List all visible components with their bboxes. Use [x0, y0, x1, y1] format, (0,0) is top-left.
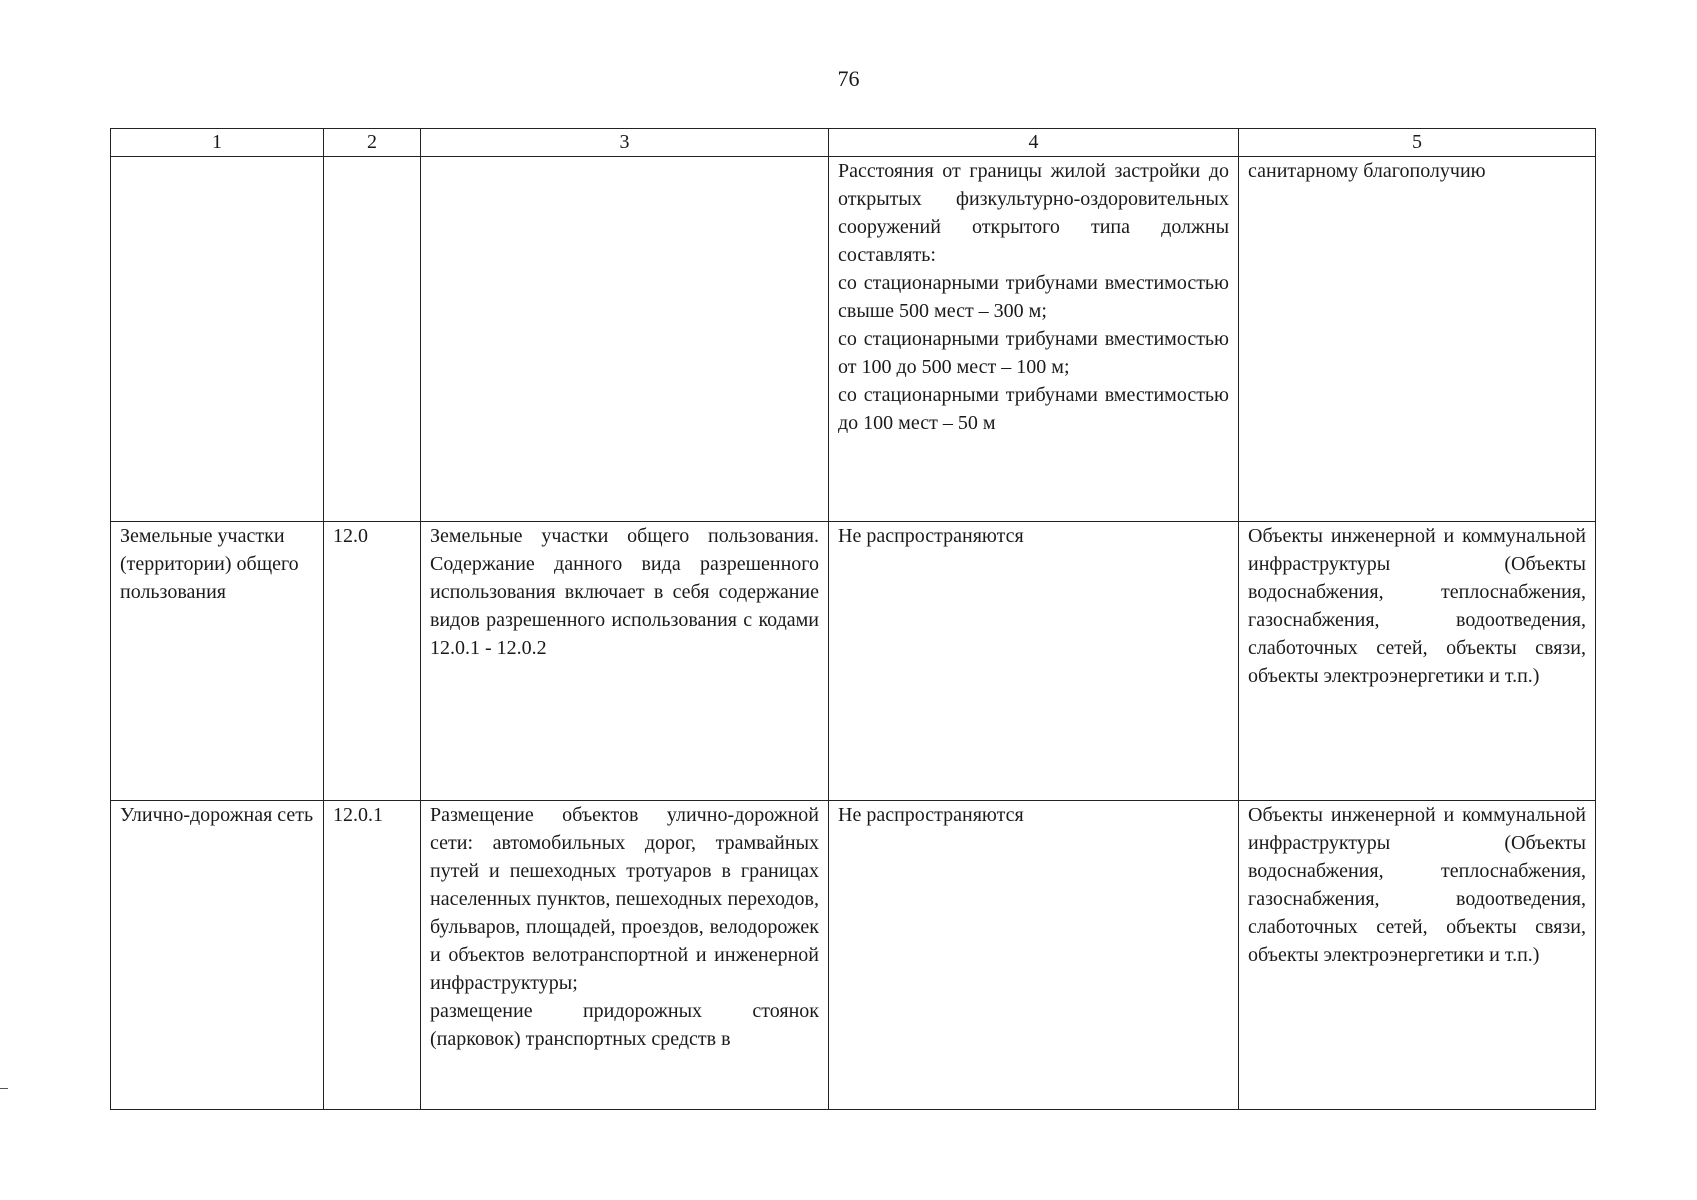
column-header-2: 2 — [324, 129, 421, 157]
cell-use-name: Улично-дорожная сеть — [111, 801, 324, 1110]
column-header-1: 1 — [111, 129, 324, 157]
cell-description: Земельные участки общего пользования. Содержание данного вида разрешенного использования включает в себя содержание видов разрешенного использования с кодами 12.0.1 - 12.0.2 — [421, 522, 829, 801]
cell-auxiliary-uses: Объекты инженерной и коммунальной инфраструктуры (Объекты водоснабжения, теплоснабжения, газоснабжения, водоотведения, слаботочных сетей, объекты связи, объекты электроэнергетики и т.п.) — [1239, 522, 1596, 801]
table-row — [111, 801, 1596, 1110]
page-number: 76 — [837, 66, 860, 91]
table-row — [111, 157, 1596, 522]
header-row — [111, 129, 1596, 157]
cell-use-name: Земельные участки (территории) общего пользования — [111, 522, 324, 801]
column-header-4: 4 — [829, 129, 1239, 157]
cell-auxiliary-uses: санитарному благополучию — [1239, 157, 1596, 522]
cell-description — [421, 157, 829, 522]
cell-auxiliary-uses: Объекты инженерной и коммунальной инфраструктуры (Объекты водоснабжения, теплоснабжения, газоснабжения, водоотведения, слаботочных сетей, объекты связи, объекты электроэнергетики и т.п.) — [1239, 801, 1596, 1110]
table-row — [111, 522, 1596, 801]
column-header-5: 5 — [1239, 129, 1596, 157]
column-header-3: 3 — [421, 129, 829, 157]
restriction-paragraph: Расстояния от границы жилой застройки до открытых физкультурно-оздоровительных сооружений открытого типа должны составлять: — [838, 160, 1229, 266]
cell-code — [324, 157, 421, 522]
restriction-paragraph: со стационарными трибунами вместимостью свыше 500 мест – 300 м; — [838, 272, 1229, 322]
regulation-table — [110, 128, 1596, 1110]
restriction-paragraph: со стационарными трибунами вместимостью от 100 до 500 мест – 100 м; — [838, 328, 1229, 378]
restriction-paragraph: со стационарными трибунами вместимостью до 100 мест – 50 м — [838, 384, 1229, 434]
cell-code: 12.0 — [324, 522, 421, 801]
description-paragraph: размещение придорожных стоянок (парковок) транспортных средств в — [430, 1000, 819, 1050]
cell-code: 12.0.1 — [324, 801, 421, 1110]
margin-mark — [0, 1088, 8, 1089]
cell-restrictions — [829, 157, 1239, 522]
cell-description — [421, 801, 829, 1110]
cell-use-name — [111, 157, 324, 522]
cell-restrictions: Не распространяются — [829, 801, 1239, 1110]
cell-restrictions: Не распространяются — [829, 522, 1239, 801]
description-paragraph: Размещение объектов улично-дорожной сети: автомобильных дорог, трамвайных путей и пешеходных тротуаров в границах населенных пунктов, пешеходных переходов, бульваров, площадей, проездов, велодорожек и объектов велотранспортной и инженерной инфраструктуры; — [430, 804, 819, 994]
